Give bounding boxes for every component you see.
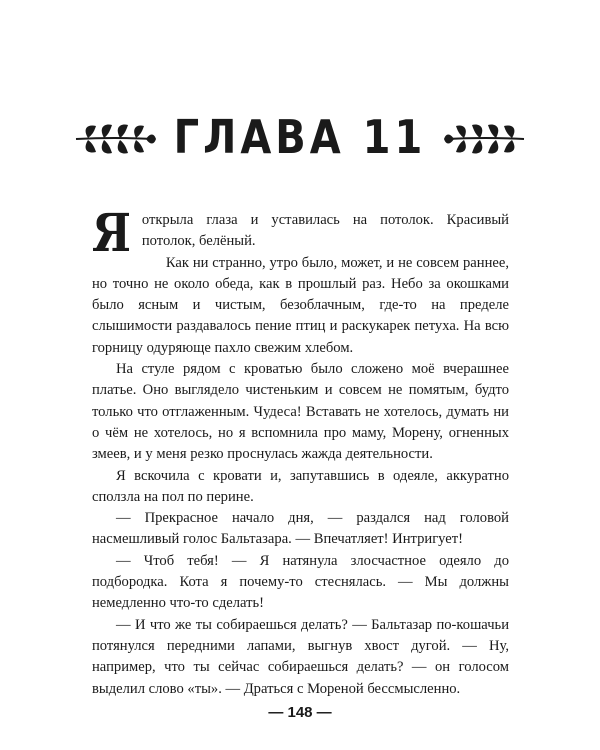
left-laurel-ornament-icon (74, 118, 156, 158)
body-text (92, 203, 509, 700)
drop-cap: Я (92, 203, 131, 264)
dialogue-line: — И что же ты собираешься делать? — Бальтазар по-кошачьи потянулся передними лапами, выгнув хвост дугой. — Ну, например, что ты сейчас собираешься делать? — он голосом выделил слово «ты». — Драться с Мореной бессмысленно. (92, 616, 509, 697)
dialogue-line: — Чтоб тебя! — Я натянула злосчастное одеяло до подбородка. Кота я почему-то стеснялась. — Мы должны немедленно что-то сделать! (92, 552, 509, 612)
page-number: — 148 — (268, 704, 332, 721)
dialogue-line: — Прекрасное начало дня, — раздался над головой насмешливый голос Бальтазара. — Впечатляет! Интригует! (92, 510, 509, 548)
paragraph: На стуле рядом с кроватью было сложено моё вчерашнее платье. Оно выглядело чистеньким и совсем не помятым, будто только что отглаженным. Чудеса! Вставать не хотелось, думать ни о чём не хотелось, но я вспомнила про маму, Морену, огненных змеев, и у меня резко проснулась жажда деятельности. (92, 361, 509, 463)
paragraph-text: открыла глаза и уставилась на потолок. Красивый потолок, белёный. (141, 212, 509, 250)
paragraph: Я вскочила с кровати и, запутавшись в одеяле, аккуратно сползла на пол по перине. (92, 467, 509, 505)
paragraph: Как ни странно, утро было, может, и не совсем раннее, но точно не около обеда, как в прошлый раз. Небо за окошками было ясным и чистым, безоблачным, где-то на пределе слышимости раздавалось пение птиц и раскукарек петуха. На всю горницу одуряюще пахло свежим хлебом. (92, 254, 509, 356)
paragraph (92, 203, 509, 264)
chapter-heading (0, 111, 600, 165)
right-laurel-ornament-icon (444, 118, 526, 158)
chapter-title: ГЛАВА 11 (173, 111, 427, 165)
